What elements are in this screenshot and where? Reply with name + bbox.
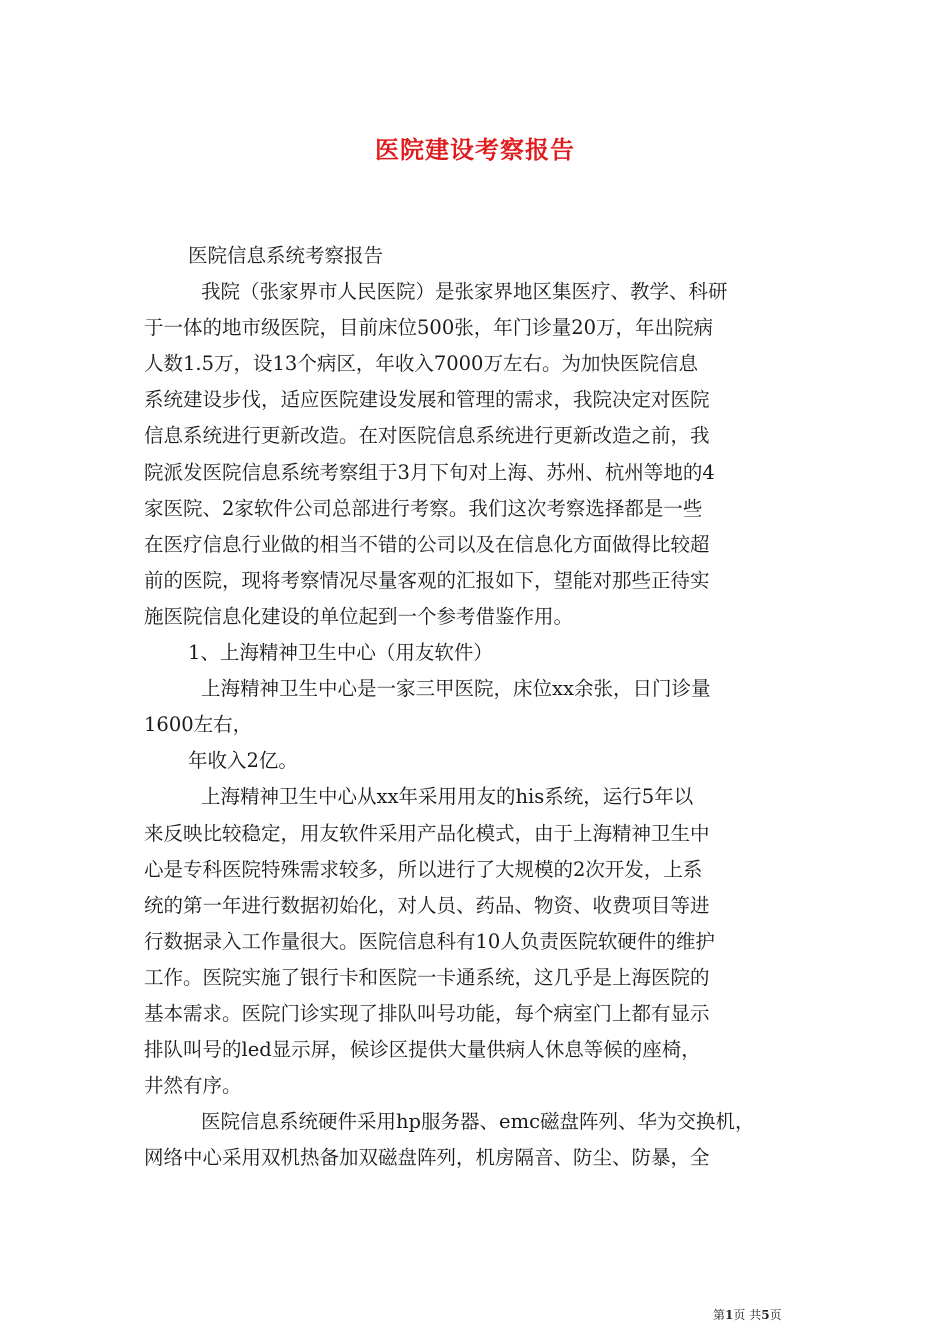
document-title: 医院建设考察报告 bbox=[375, 135, 575, 164]
paragraph-line: 院派发医院信息系统考察组于3月下旬对上海、苏州、杭州等地的4 bbox=[144, 460, 715, 484]
paragraph-line: 人数1.5万，设13个病区，年收入7000万左右。为加快医院信息 bbox=[144, 352, 698, 376]
page-footer bbox=[713, 1306, 782, 1323]
paragraph-line: 我院（张家界市人民医院）是张家界地区集医疗、教学、科研 bbox=[201, 280, 728, 304]
document-body bbox=[144, 238, 812, 1176]
paragraph-line: 于一体的地市级医院，目前床位500张，年门诊量20万，年出院病 bbox=[144, 316, 714, 340]
footer-page-number: 1 bbox=[725, 1308, 734, 1322]
paragraph-line: 上海精神卫生中心是一家三甲医院，床位xx余张，日门诊量 bbox=[201, 677, 711, 701]
paragraph-line: 医院信息系统硬件采用hp服务器、emc磁盘阵列、华为交换机， bbox=[201, 1110, 755, 1134]
paragraph-line: 行数据录入工作量很大。医院信息科有10人负责医院软硬件的维护 bbox=[144, 929, 715, 953]
footer-middle: 页 共 bbox=[733, 1308, 762, 1322]
paragraph-line: 井然有序。 bbox=[144, 1074, 242, 1098]
paragraph-line: 施医院信息化建设的单位起到一个参考借鉴作用。 bbox=[144, 604, 574, 628]
footer-suffix: 页 bbox=[769, 1308, 782, 1322]
paragraph-line: 工作。医院实施了银行卡和医院一卡通系统，这几乎是上海医院的 bbox=[144, 965, 710, 989]
paragraph-line: 前的医院，现将考察情况尽量客观的汇报如下，望能对那些正待实 bbox=[144, 568, 710, 592]
paragraph-line: 上海精神卫生中心从xx年采用用友的his系统，运行5年以 bbox=[201, 785, 694, 809]
paragraph-line: 排队叫号的led显示屏，候诊区提供大量供病人休息等候的座椅， bbox=[144, 1038, 701, 1062]
paragraph-line: 年收入2亿。 bbox=[188, 749, 298, 773]
subtitle-line: 医院信息系统考察报告 bbox=[188, 244, 384, 267]
paragraph-line: 心是专科医院特殊需求较多，所以进行了大规模的2次开发，上系 bbox=[144, 857, 703, 881]
footer-page-total: 5 bbox=[761, 1308, 770, 1322]
section-heading: 1、上海精神卫生中心（用友软件） bbox=[188, 641, 493, 665]
footer-prefix: 第 bbox=[713, 1308, 726, 1322]
paragraph-line: 基本需求。医院门诊实现了排队叫号功能，每个病室门上都有显示 bbox=[144, 1001, 710, 1025]
paragraph-line: 来反映比较稳定，用友软件采用产品化模式，由于上海精神卫生中 bbox=[144, 821, 710, 845]
paragraph-line: 家医院、2家软件公司总部进行考察。我们这次考察选择都是一些 bbox=[144, 496, 703, 520]
paragraph-line: 1600左右， bbox=[144, 713, 253, 737]
paragraph-line: 信息系统进行更新改造。在对医院信息系统进行更新改造之前，我 bbox=[144, 424, 710, 448]
paragraph-line: 网络中心采用双机热备加双磁盘阵列，机房隔音、防尘、防暴，全 bbox=[144, 1146, 710, 1170]
paragraph-line: 统的第一年进行数据初始化，对人员、药品、物资、收费项目等进 bbox=[144, 893, 710, 917]
paragraph-line: 在医疗信息行业做的相当不错的公司以及在信息化方面做得比较超 bbox=[144, 532, 710, 556]
paragraph-line: 系统建设步伐，适应医院建设发展和管理的需求，我院决定对医院 bbox=[144, 388, 710, 412]
